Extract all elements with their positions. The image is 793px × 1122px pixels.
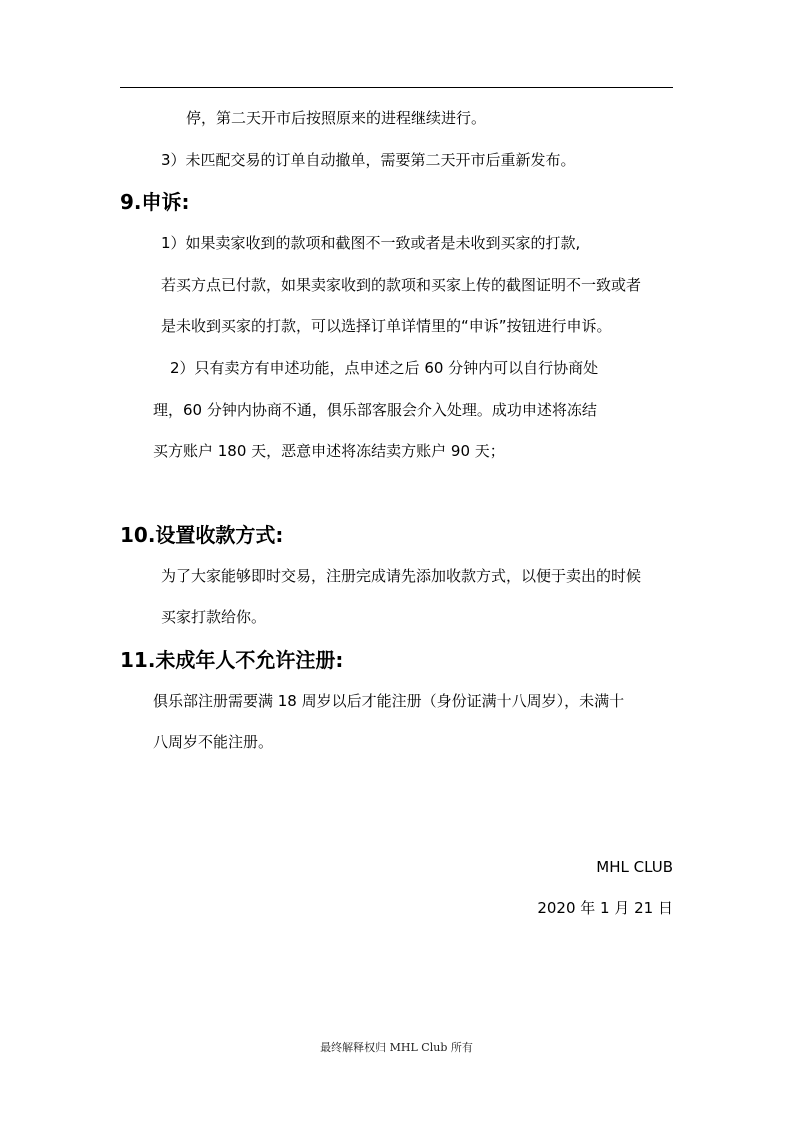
paragraph-line: 俱乐部注册需要满 18 周岁以后才能注册（身份证满十八周岁），未满十 xyxy=(153,692,625,710)
paragraph-line: 买家打款给你。 xyxy=(161,608,267,626)
signature-date: 2020 年 1 月 21 日 xyxy=(537,899,673,917)
section-heading: 9.申诉: xyxy=(120,190,190,214)
paragraph-line: 为了大家能够即时交易，注册完成请先添加收款方式，以便于卖出的时候 xyxy=(161,567,642,585)
paragraph-line: 若买方点已付款，如果卖家收到的款项和买家上传的截图证明不一致或者 xyxy=(161,276,642,294)
header-rule xyxy=(120,87,673,88)
paragraph-line: 停，第二天开市后按照原来的进程继续进行。 xyxy=(186,109,487,127)
paragraph-line: 2）只有卖方有申述功能，点申述之后 60 分钟内可以自行协商处 xyxy=(170,359,599,377)
paragraph-line: 理，60 分钟内协商不通，俱乐部客服会介入处理。成功申述将冻结 xyxy=(153,401,597,419)
paragraph-line: 买方账户 180 天，恶意申述将冻结卖方账户 90 天； xyxy=(153,442,505,460)
page-footer: 最终解释权归 MHL Club 所有 xyxy=(320,1041,473,1054)
signature-org: MHL CLUB xyxy=(596,858,673,876)
paragraph-line: 3）未匹配交易的订单自动撤单，需要第二天开市后重新发布。 xyxy=(161,151,576,169)
section-heading: 10.设置收款方式: xyxy=(120,523,284,547)
paragraph-line: 八周岁不能注册。 xyxy=(153,733,274,751)
paragraph-line: 1）如果卖家收到的款项和截图不一致或者是未收到买家的打款, xyxy=(161,234,581,252)
paragraph-line: 是未收到买家的打款，可以选择订单详情里的“申诉”按钮进行申诉。 xyxy=(161,317,612,335)
section-heading: 11.未成年人不允许注册: xyxy=(120,648,344,672)
